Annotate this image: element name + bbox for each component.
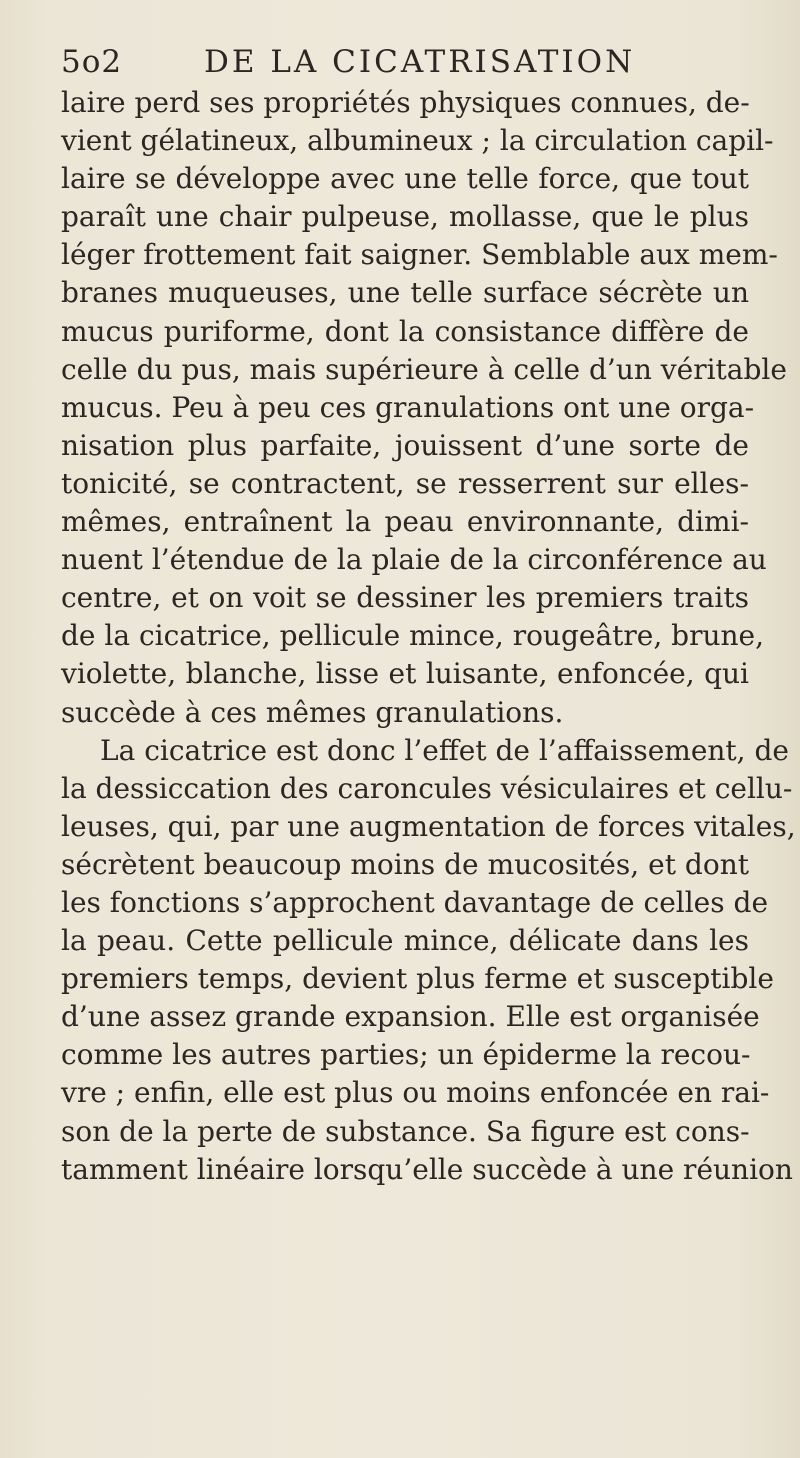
text-line: la dessiccation des caroncules vésiculaires et cellu-: [61, 771, 793, 805]
running-title: DE LA CICATRISATION: [204, 44, 636, 80]
text-line: vient gélatineux, albumineux ; la circulation capil-: [61, 124, 774, 158]
text-line: de la cicatrice, pellicule mince, rougeâtre, brune,: [61, 619, 765, 653]
text-line: premiers temps, devient plus ferme et susceptible: [61, 962, 774, 996]
text-line: celle du pus, mais supérieure à celle d’un véritable: [61, 352, 787, 386]
text-line: nisation plus parfaite, jouissent d’une sorte de: [61, 428, 749, 462]
text-line: comme les autres parties; un épiderme la recou-: [61, 1038, 751, 1072]
text-line: violette, blanche, lisse et luisante, enfoncée, qui: [61, 657, 749, 691]
text-line: la peau. Cette pellicule mince, délicate dans les: [61, 924, 749, 958]
text-line: tamment linéaire lorsqu’elle succède à une réunion: [61, 1152, 793, 1186]
text-line: d’une assez grande expansion. Elle est organisée: [61, 1000, 760, 1034]
text-line: les fonctions s’approchent davantage de celles de: [61, 885, 769, 919]
text-line: mêmes, entraînent la peau environnante, dimi-: [61, 505, 749, 539]
text-line: mucus. Peu à peu ces granulations ont une orga-: [61, 390, 755, 424]
text-line: laire se développe avec une telle force, que tout: [61, 162, 749, 196]
text-line: paraît une chair pulpeuse, mollasse, que le plus: [61, 200, 749, 234]
body-text: [61, 84, 796, 1189]
text-line: branes muqueuses, une telle surface sécrète un: [61, 276, 749, 310]
text-line: laire perd ses propriétés physiques connues, de-: [61, 86, 750, 119]
text-line: mucus puriforme, dont la consistance diffère de: [61, 314, 749, 348]
text-line: tonicité, se contractent, se resserrent sur elles-: [61, 466, 749, 500]
text-line: léger frottement fait saigner. Semblable aux mem-: [61, 238, 778, 272]
paragraph-end-line: succède à ces mêmes granulations.: [61, 695, 564, 729]
text-line: vre ; enfin, elle est plus ou moins enfoncée en rai-: [61, 1076, 770, 1110]
text-line: centre, et on voit se dessiner les premiers traits: [61, 581, 749, 615]
text-line: sécrètent beaucoup moins de mucosités, et dont: [61, 847, 749, 881]
page-number: 5o2: [61, 44, 123, 80]
paragraph-start-line: La cicatrice est donc l’effet de l’affaissement, de: [100, 733, 789, 767]
text-line: leuses, qui, par une augmentation de forces vitales,: [61, 809, 796, 843]
page-header: [61, 40, 741, 88]
text-line: son de la perte de substance. Sa figure est cons-: [61, 1114, 750, 1148]
text-line: nuent l’étendue de la plaie de la circonférence au: [61, 543, 767, 577]
